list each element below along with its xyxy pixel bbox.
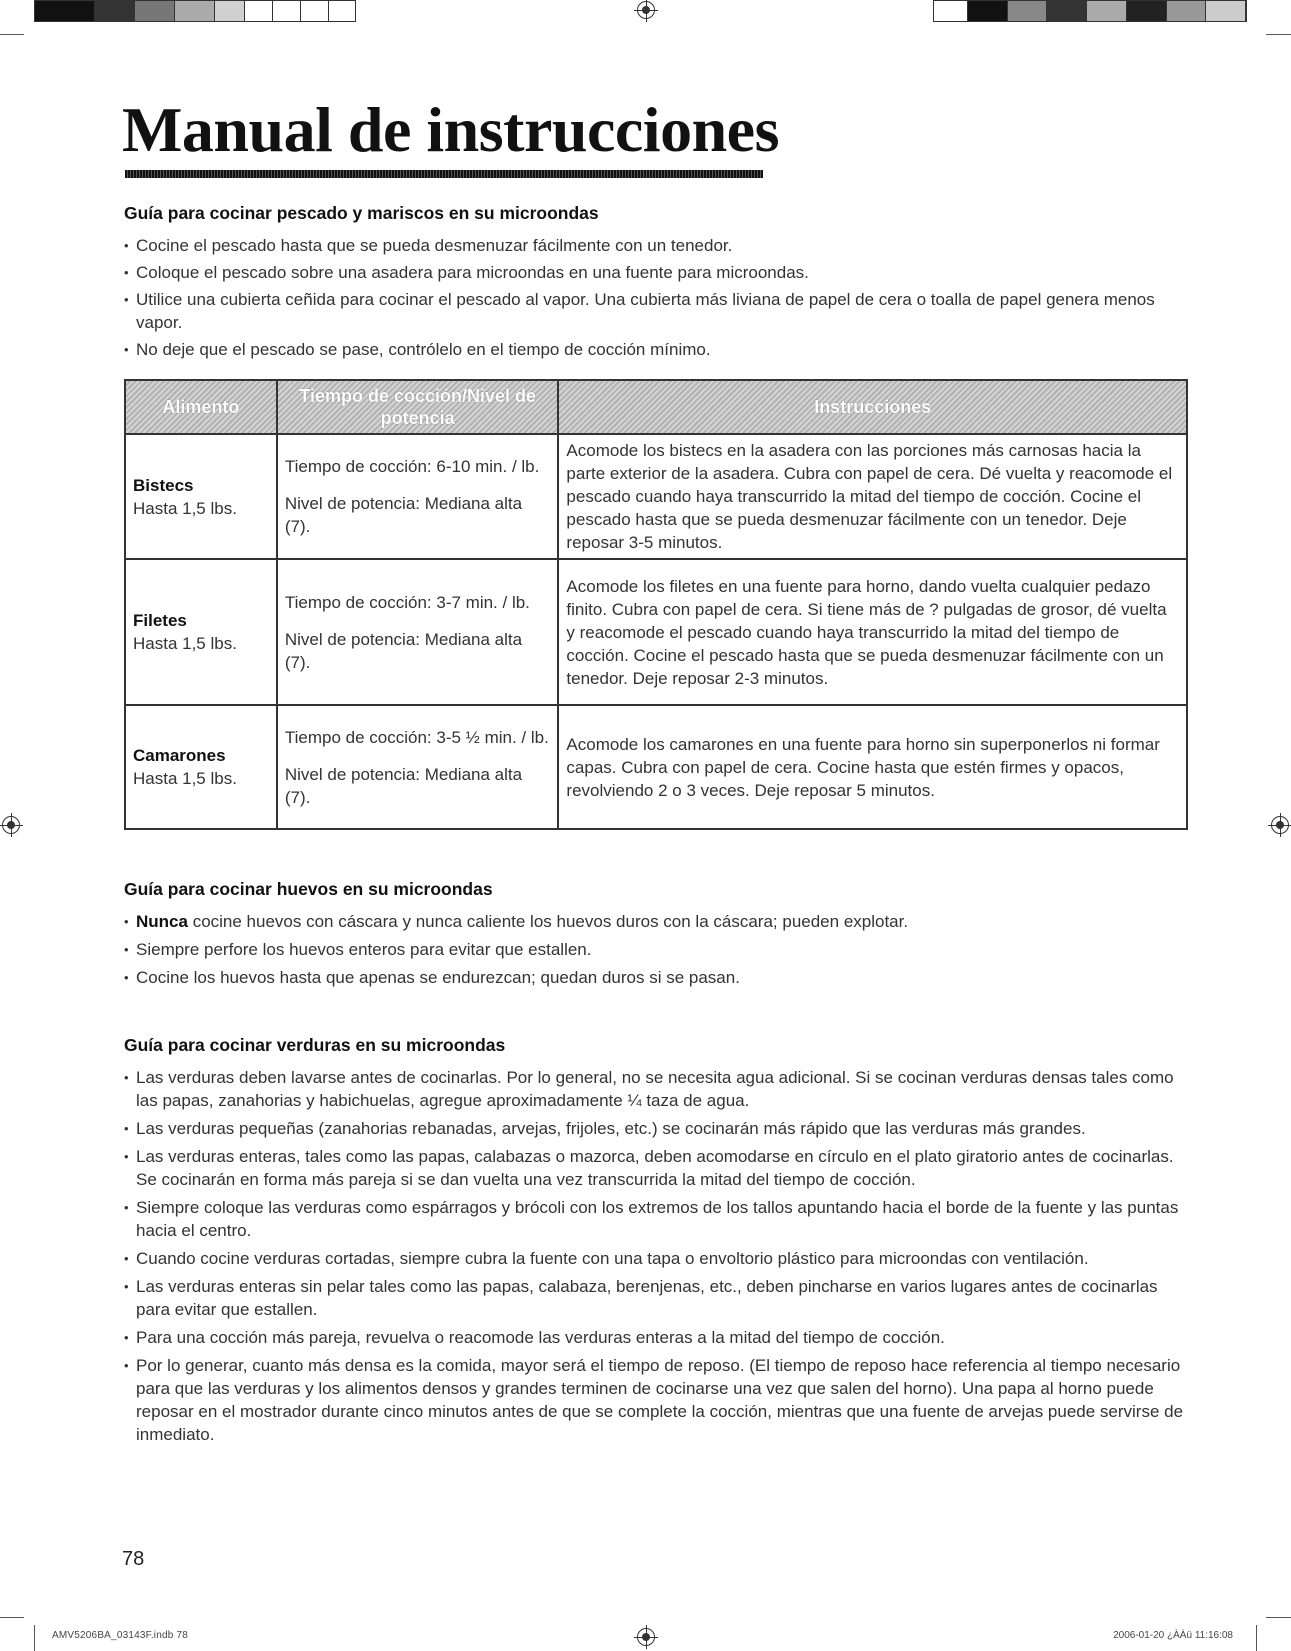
registration-mark-icon xyxy=(1271,816,1289,834)
crop-mark xyxy=(0,34,24,35)
food-cell xyxy=(125,705,277,829)
list-item: • Coloque el pescado sobre una asadera para microondas en una fuente para microondas. xyxy=(122,261,1192,284)
print-slug-timestamp: 2006-01-20 ¿ÀÀü 11:16:08 xyxy=(1113,1630,1233,1641)
fish-guide-section xyxy=(122,203,1192,365)
table-row xyxy=(125,705,1187,829)
crop-mark xyxy=(1266,34,1291,35)
page-title: Manual de instrucciones xyxy=(122,94,779,165)
table-header-row xyxy=(125,380,1187,434)
time-power-cell xyxy=(277,705,559,829)
list-item-text: cocine huevos con cáscara y nunca caliente los huevos duros con la cáscara; pueden explotar. xyxy=(187,912,909,931)
warning-word: Nunca xyxy=(136,912,188,931)
list-item: • Utilice una cubierta ceñida para cocinar el pescado al vapor. Una cubierta más liviana de papel de cera o toalla de papel genera menos vapor. xyxy=(122,288,1192,334)
list-item: • Las verduras enteras sin pelar tales como las papas, calabaza, berenjenas, etc., deben pincharse en varios lugares antes de cocinarlas para evitar que estallen. xyxy=(122,1275,1192,1321)
eggs-guide-section xyxy=(122,879,1192,994)
cooking-time: Tiempo de cocción: 3-7 min. / lb. xyxy=(284,592,530,612)
power-level: Nivel de potencia: Mediana alta (7). xyxy=(284,629,523,672)
vegetables-guide-heading: Guía para cocinar verduras en su microondas xyxy=(124,1035,506,1055)
eggs-guide-heading: Guía para cocinar huevos en su microondas xyxy=(124,879,493,899)
table-row xyxy=(125,559,1187,705)
fish-guide-list xyxy=(122,234,1192,361)
instructions-cell: Acomode los camarones en una fuente para horno sin superponerlos ni formar capas. Cubra con papel de cera. Cocine hasta que estén firmes y opacos, revolviendo 2 o 3 veces. Deje reposar 5 minutos. xyxy=(558,705,1187,829)
power-level: Nivel de potencia: Mediana alta (7). xyxy=(284,764,523,807)
food-name: Filetes xyxy=(133,611,187,630)
table-row xyxy=(125,434,1187,559)
list-item: • Las verduras pequeñas (zanahorias rebanadas, arvejas, frijoles, etc.) se cocinarán más rápido que las verduras más grandes. xyxy=(122,1117,1192,1140)
vegetables-guide-section xyxy=(122,1035,1192,1451)
food-name: Bistecs xyxy=(133,475,194,495)
crop-mark xyxy=(1256,1625,1257,1651)
print-slug-filename: AMV5206BA_03143F.indb 78 xyxy=(52,1630,189,1641)
list-item: • Para una cocción más pareja, revuelva o reacomode las verduras enteras a la mitad del tiempo de cocción. xyxy=(122,1326,1192,1349)
eggs-guide-list xyxy=(122,910,1192,989)
column-header-food: Alimento xyxy=(125,380,277,434)
printer-color-bar-left xyxy=(34,0,356,22)
food-weight: Hasta 1,5 lbs. xyxy=(133,634,237,653)
column-header-instructions: Instrucciones xyxy=(558,380,1187,434)
registration-mark-icon xyxy=(637,1,655,19)
printer-color-bar-right xyxy=(933,0,1247,22)
food-weight: Hasta 1,5 lbs. xyxy=(133,498,237,518)
food-cell xyxy=(125,434,277,559)
crop-mark xyxy=(1266,1617,1291,1618)
time-power-cell xyxy=(277,559,559,705)
registration-mark-icon xyxy=(2,816,20,834)
cooking-time: Tiempo de cocción: 3-5 ½ min. / lb. xyxy=(284,727,549,747)
list-item xyxy=(122,910,1192,933)
registration-mark-icon xyxy=(637,1628,655,1646)
power-level: Nivel de potencia: Mediana alta (7). xyxy=(284,494,523,536)
time-power-cell xyxy=(277,434,559,559)
food-cell xyxy=(125,559,277,705)
food-weight: Hasta 1,5 lbs. xyxy=(133,769,237,788)
list-item: • Cocine los huevos hasta que apenas se endurezcan; quedan duros si se pasan. xyxy=(122,966,1192,989)
list-item: • Las verduras deben lavarse antes de cocinarlas. Por lo general, no se necesita agua adicional. Si se cocinan verduras densas tales como las papas, zanahorias y habichuelas, agregue aproximadamente ¼ taza de agua. xyxy=(122,1066,1192,1112)
list-item: • No deje que el pescado se pase, contrólelo en el tiempo de cocción mínimo. xyxy=(122,338,1192,361)
list-item: • Siempre coloque las verduras como espárragos y brócoli con los extremos de los tallos apuntando hacia el borde de la fuente y las puntas hacia el centro. xyxy=(122,1196,1192,1242)
page-number: 78 xyxy=(122,1548,145,1570)
fish-guide-heading: Guía para cocinar pescado y mariscos en su microondas xyxy=(124,203,599,223)
list-item: • Por lo generar, cuanto más densa es la comida, mayor será el tiempo de reposo. (El tiempo de reposo hace referencia al tiempo necesario para que las verduras y los alimentos densos y grandes terminen de cocinarse una vez que salen del horno). Una papa al horno puede reposar en el mostrador durante cinco minutos antes de que se complete la cocción, mientras que una fuente de arvejas puede servirse de inmediato. xyxy=(122,1354,1192,1446)
column-header-time-power: Tiempo de cocción/Nivel de potencia xyxy=(277,380,559,434)
crop-mark xyxy=(0,1617,24,1618)
list-item: • Cuando cocine verduras cortadas, siempre cubra la fuente con una tapa o envoltorio plástico para microondas con ventilación. xyxy=(122,1247,1192,1270)
fish-cooking-table xyxy=(124,379,1188,830)
list-item: • Las verduras enteras, tales como las papas, calabazas o mazorca, deben acomodarse en círculo en el plato giratorio antes de cocinarlas. Se cocinarán en forma más pareja si se dan vuelta una vez transcurrida la mitad del tiempo de cocción. xyxy=(122,1145,1192,1191)
instructions-cell: Acomode los bistecs en la asadera con las porciones más carnosas hacia la parte exterior de la asadera. Cubra con papel de cera. Dé vuelta y reacomode el pescado cuando haya transcurrido la mitad del tiempo de cocción. Cocine el pescado hasta que se pueda desmenuzar fácilmente con un tenedor. Deje reposar 3-5 minutos. xyxy=(558,434,1187,559)
crop-mark xyxy=(34,1625,35,1651)
food-name: Camarones xyxy=(133,746,226,765)
instructions-cell: Acomode los filetes en una fuente para horno, dando vuelta cualquier pedazo finito. Cubra con papel de cera. Si tiene más de ? pulgadas de grosor, dé vuelta y reacomode el pescado cuando haya transcurrido la mitad del tiempo de cocción. Cocine el pescado hasta que se pueda desmenuzar fácilmente con un tenedor. Deje reposar 2-3 minutos. xyxy=(558,559,1187,705)
cooking-time: Tiempo de cocción: 6-10 min. / lb. xyxy=(284,457,540,476)
vegetables-guide-list xyxy=(122,1066,1192,1446)
list-item: • Siempre perfore los huevos enteros para evitar que estallen. xyxy=(122,938,1192,961)
list-item: • Cocine el pescado hasta que se pueda desmenuzar fácilmente con un tenedor. xyxy=(122,234,1192,257)
title-underline xyxy=(125,170,763,178)
